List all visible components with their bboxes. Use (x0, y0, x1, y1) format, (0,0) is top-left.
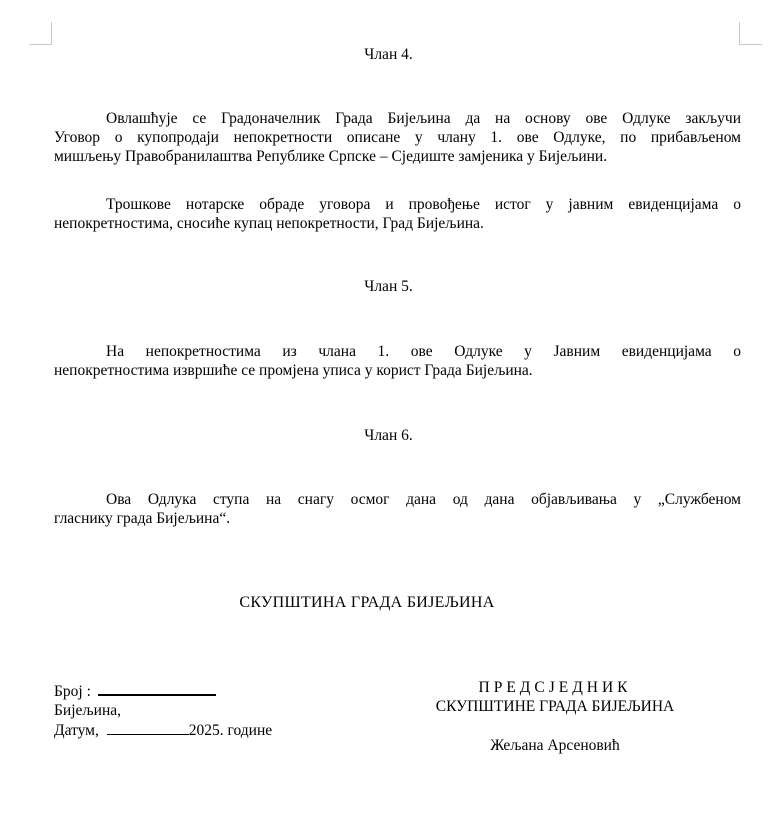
page-corner-marker-top-left (29, 22, 52, 45)
date-blank (107, 720, 189, 735)
article-6-title: Члан 6. (364, 427, 413, 444)
article-5-paragraph (54, 342, 741, 380)
president-title: ПРЕДСЈЕДНИК (478, 679, 632, 696)
article-4-title: Члан 4. (364, 46, 413, 63)
date-row (54, 720, 272, 740)
document-reference-block (54, 680, 272, 740)
president-name: Жељана Арсеновић (490, 737, 620, 754)
document-number-label: Број : (54, 683, 91, 700)
paragraph-line: На непокретностима из члана 1. ове Одлуке у Јавним евиденцијама о (106, 343, 741, 360)
date-year: 2025. године (188, 722, 273, 739)
paragraph-line: гласнику града Бијељина“. (54, 510, 231, 527)
date-label: Датум, (54, 722, 99, 739)
assembly-name: СКУПШТИНА ГРАДА БИЈЕЉИНА (239, 594, 495, 611)
document-number-row (54, 680, 272, 701)
document-number-blank (98, 680, 216, 696)
article-4-paragraph-1 (54, 109, 741, 166)
paragraph-line: непокретностима, сносиће купац непокретности, Град Бијељина. (54, 215, 484, 232)
city-label: Бијељина, (54, 702, 121, 719)
signature-block (400, 678, 710, 755)
page-corner-marker-top-right (739, 22, 762, 45)
article-5-title: Члан 5. (364, 278, 413, 295)
paragraph-line: непокретностима извршиће се промјена уписа у корист Града Бијељина. (54, 362, 533, 379)
paragraph-line: Уговор о купопродаји непокретности описане у члану 1. ове Одлуке, по прибављеном (54, 129, 741, 146)
article-4-paragraph-2 (54, 195, 741, 233)
paragraph-line: Трошкове нотарске обраде уговора и провођење истог у јавним евиденцијама о (106, 196, 741, 213)
paragraph-line: Овлашћује се Градоначелник Града Бијељина да на основу ове Одлуке закључи (106, 110, 741, 127)
paragraph-line: мишљењу Правобранилаштва Републике Српске – Сједиште замјеника у Бијељини. (54, 148, 608, 165)
president-body: СКУПШТИНЕ ГРАДА БИЈЕЉИНА (435, 698, 675, 715)
article-6-paragraph (54, 490, 741, 528)
paragraph-line: Ова Одлука ступа на снагу осмог дана од дана објављивања у „Службеном (106, 491, 741, 508)
